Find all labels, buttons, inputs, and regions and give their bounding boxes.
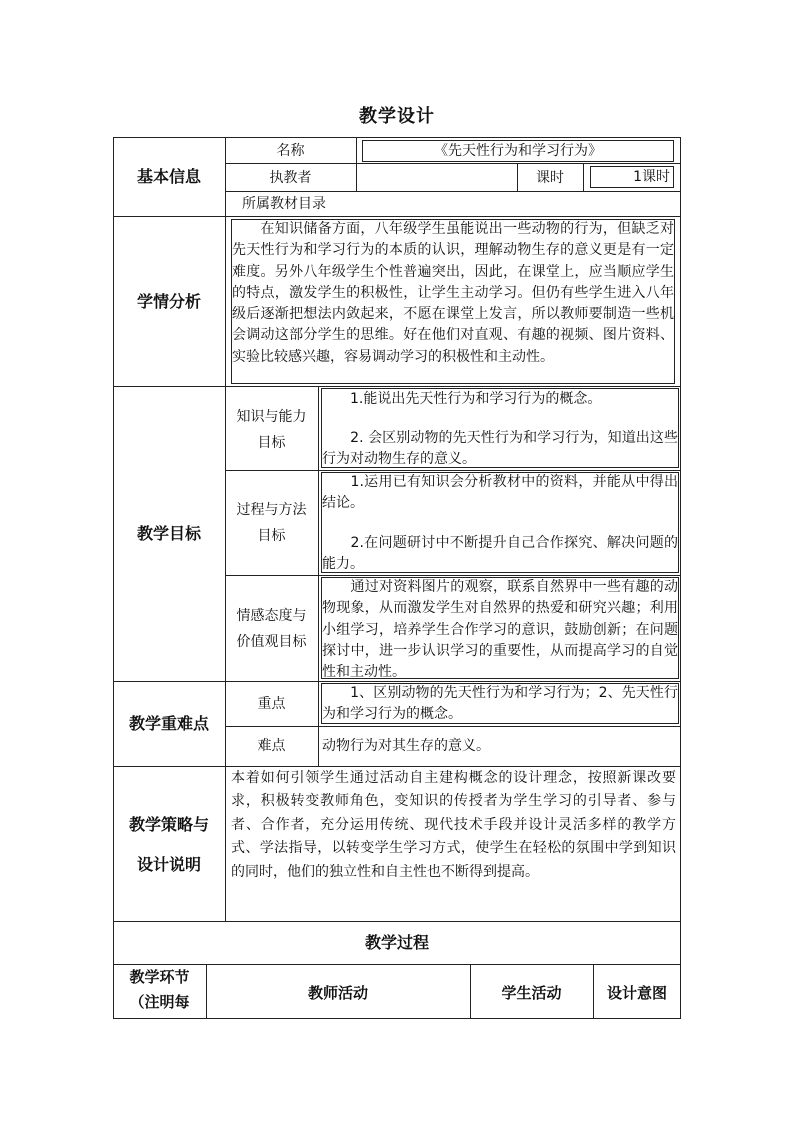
textbook-label: 所属教材目录 [242,196,326,212]
process-title: 教学过程 [364,933,429,952]
row-divider [113,386,681,387]
row-divider [225,726,681,727]
row-divider [113,964,681,965]
col-student-header: 学生活动 [501,984,562,1002]
name-value: 《先天性行为和学习行为》 [434,143,602,159]
name-label: 名称 [276,143,305,159]
column-divider [356,137,357,191]
strategy-text: 本着如何引领学生通过活动自主建构概念的设计理念，按照新课改要求，积极转变教师角色，变知识的传授者为学生学习的引导者、参与者、合作者，充分运用传统、现代技术手段并设计灵活多样的教学方式、学法指导，以转变学生学习方式，使学生在轻松的氛围中学到知识的同时，他们的独立性和自主性也不断得到提高。 [231,770,676,880]
lesson-value: 1课时 [633,169,670,185]
process-objective-2: 2.在问题研讨中不断提升自己合作探究、解决问题的能力。 [322,535,678,573]
learner-analysis-label: 学情分析 [136,292,201,311]
col-stage-header-1: 教学环节 [129,968,190,986]
column-divider [583,163,584,191]
column-divider [318,681,319,766]
process-objective-label-1: 过程与方法 [236,502,307,518]
strategy-label-1: 教学策略与 [128,815,209,834]
basic-info-label: 基本信息 [136,167,201,186]
difficulty-label: 难点 [257,738,286,754]
teacher-label: 执教者 [269,170,312,186]
row-divider [113,921,681,922]
difficulty-text: 动物行为对其生存的意义。 [322,738,490,754]
column-divider [318,386,319,681]
lesson-label: 课时 [536,170,564,186]
focus-text: 1、区别动物的先天性行为和学习行为；2、先天性行为和学习行为的概念。 [322,685,678,723]
process-objective-1: 1.运用已有知识会分析教材中的资料，并能从中得出结论。 [322,474,678,512]
learner-analysis-text: 在知识储备方面，八年级学生虽能说出一些动物的行为，但缺乏对先天性行为和学习行为的本质的认识，理解动物生存的意义更是有一定难度。另外八年级学生个性普遍突出，因此，在课堂上，应当顺应学生的特点，激发学生的积极性，让学生主动学习。但仍有些学生进入八年级后逐渐把想法内敛起来，不愿在课堂上发言，所以教师要制造一些机会调动这部分学生的思维。好在他们对直观、有趣的视频、图片资料、实验比较感兴趣，容易调动学习的积极性和主动性。 [232,221,674,365]
knowledge-objective-label-2: 目标 [257,435,286,451]
emotion-objective-label-1: 情感态度与 [236,608,307,624]
emotion-objective-label-2: 价值观目标 [236,634,307,650]
row-divider [225,191,681,192]
key-points-label: 教学重难点 [128,714,209,733]
emotion-objective-text: 通过对资料图片的观察，联系自然界中一些有趣的动物现象，从而激发学生对自然界的热爱和研究兴趣；利用小组学习，培养学生合作学习的意识，鼓励创新；在问题探讨中，进一步认识学习的重要性，从而提高学习的自觉性和主动性。 [322,579,678,681]
row-divider [225,163,681,164]
knowledge-objective-2: 2. 会区别动物的先天性行为和学习行为，知道出这些行为对动物生存的意义。 [322,430,678,468]
row-divider [113,216,681,217]
col-teacher-header: 教师活动 [307,984,368,1002]
objectives-label: 教学目标 [136,524,201,543]
knowledge-objective-1: 1.能说出先天性行为和学习行为的概念。 [322,391,602,407]
focus-label: 重点 [257,696,286,712]
knowledge-objective-label-1: 知识与能力 [236,409,307,425]
process-objective-label-2: 目标 [257,528,286,544]
strategy-label-2: 设计说明 [136,855,201,874]
col-intent-header: 设计意图 [606,984,667,1002]
document-title: 教学设计 [359,106,435,127]
col-stage-header-2: （注明每 [129,993,190,1011]
